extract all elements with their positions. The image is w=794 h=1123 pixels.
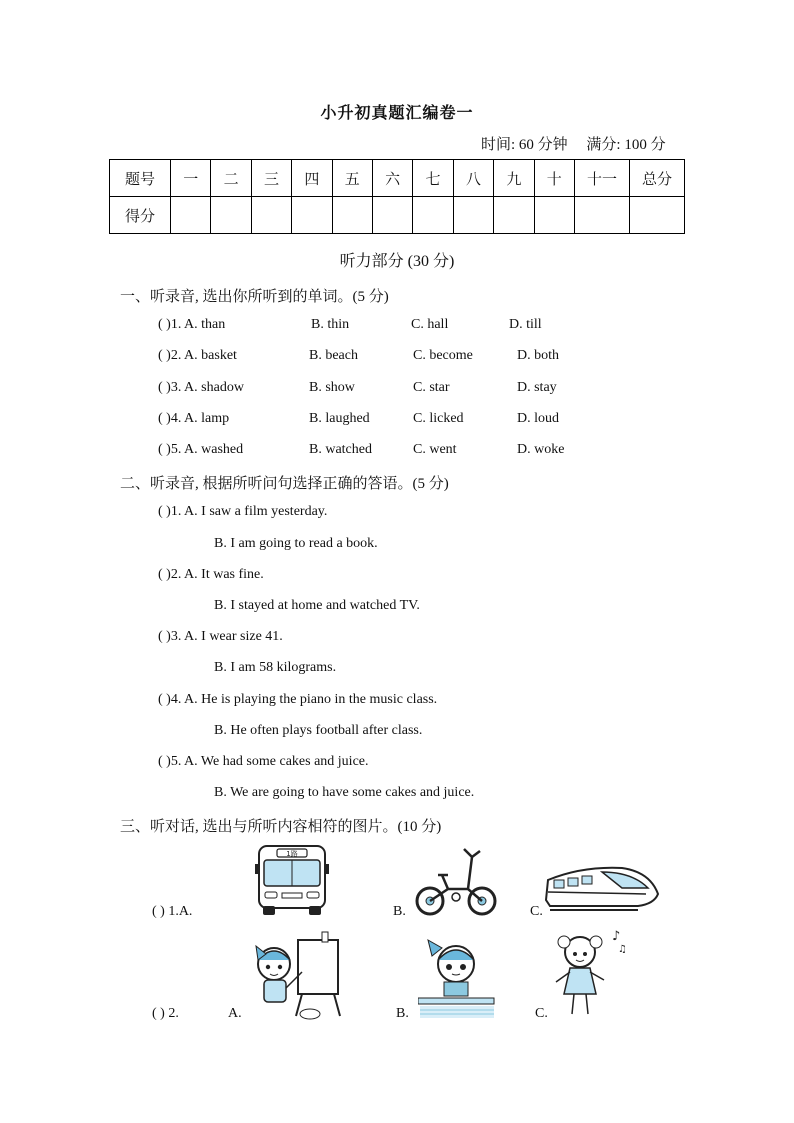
bicycle-picture	[412, 843, 500, 917]
full-score: 满分: 100 分	[586, 137, 666, 153]
p3-q2-a: A.	[228, 1006, 242, 1021]
bus-route-sign: 1路	[286, 850, 298, 858]
score-row-label: 得分	[110, 197, 171, 234]
p2-q3-b: B. I am 58 kilograms.	[214, 660, 337, 675]
p1-q5-a: ( )5. A. washed	[158, 442, 244, 457]
header-cell: 九	[494, 160, 534, 197]
score-table-header-row	[110, 160, 685, 197]
p1-q2-b: B. beach	[309, 348, 358, 363]
score-cell[interactable]	[292, 197, 332, 234]
header-cell: 题号	[110, 160, 171, 197]
listening-section-title: 听力部分 (30 分)	[339, 253, 455, 270]
p3-q1-num: ( ) 1.A.	[152, 904, 193, 919]
score-table	[109, 159, 685, 234]
p1-q2-c: C. become	[413, 348, 473, 363]
part2-heading: 二、听录音, 根据所听问句选择正确的答语。(5 分)	[120, 476, 449, 492]
p2-q4-a: ( )4. A. He is playing the piano in the music class.	[158, 692, 438, 707]
p1-q5-c: C. went	[413, 442, 457, 457]
p1-q5-d: D. woke	[517, 442, 565, 457]
p1-q3-b: B. show	[309, 380, 355, 395]
p1-q3-d: D. stay	[517, 380, 557, 395]
p2-q2-a: ( )2. A. It was fine.	[158, 567, 264, 582]
time-limit: 时间: 60 分钟	[481, 137, 568, 153]
header-cell: 三	[251, 160, 291, 197]
p1-q4-d: D. loud	[517, 411, 559, 426]
p1-q1-d: D. till	[509, 317, 542, 332]
p1-q1-a: ( )1. A. than	[158, 317, 226, 332]
p2-q5-a: ( )5. A. We had some cakes and juice.	[158, 754, 369, 769]
p1-q3-c: C. star	[413, 380, 450, 395]
header-cell: 七	[413, 160, 453, 197]
time-score-info	[481, 133, 666, 154]
header-cell: 六	[372, 160, 412, 197]
p2-q1-a: ( )1. A. I saw a film yesterday.	[158, 504, 328, 519]
music-note-icon: ♫	[618, 944, 627, 955]
train-picture	[542, 860, 660, 914]
p1-q4-b: B. laughed	[309, 411, 370, 426]
header-cell: 一	[171, 160, 211, 197]
score-cell[interactable]	[171, 197, 211, 234]
score-cell[interactable]	[413, 197, 453, 234]
p3-q1-b: B.	[393, 904, 406, 919]
score-table-score-row	[110, 197, 685, 234]
p1-q1-b: B. thin	[311, 317, 350, 332]
header-cell: 二	[211, 160, 251, 197]
score-cell[interactable]	[534, 197, 574, 234]
header-cell: 四	[292, 160, 332, 197]
p1-q2-a: ( )2. A. basket	[158, 348, 237, 363]
part1-heading: 一、听录音, 选出你所听到的单词。(5 分)	[120, 289, 389, 305]
p3-q1-c: C.	[530, 904, 543, 919]
score-cell[interactable]	[372, 197, 412, 234]
p3-q2-c: C.	[535, 1006, 548, 1021]
girl-painting-picture	[246, 930, 356, 1022]
p1-q4-c: C. licked	[413, 411, 464, 426]
header-cell: 八	[453, 160, 493, 197]
p3-q2-num: ( ) 2.	[152, 1006, 179, 1021]
score-cell[interactable]	[211, 197, 251, 234]
girl-reading-picture	[418, 934, 498, 1020]
p3-q2-b: B.	[396, 1006, 409, 1021]
p1-q5-b: B. watched	[309, 442, 372, 457]
part3-heading: 三、听对话, 选出与所听内容相符的图片。(10 分)	[120, 819, 442, 835]
score-cell[interactable]	[453, 197, 493, 234]
header-cell: 十	[534, 160, 574, 197]
p2-q2-b: B. I stayed at home and watched TV.	[214, 598, 420, 613]
score-cell[interactable]	[332, 197, 372, 234]
p1-q4-a: ( )4. A. lamp	[158, 411, 230, 426]
p2-q5-b: B. We are going to have some cakes and juice.	[214, 785, 475, 800]
score-cell[interactable]	[575, 197, 630, 234]
score-cell[interactable]	[630, 197, 685, 234]
bus-picture	[255, 840, 329, 918]
p1-q2-d: D. both	[517, 348, 559, 363]
header-cell: 总分	[630, 160, 685, 197]
page-title: 小升初真题汇编卷一	[320, 105, 474, 122]
header-cell: 五	[332, 160, 372, 197]
music-note-icon: ♪	[612, 929, 621, 944]
header-cell: 十一	[575, 160, 630, 197]
score-cell[interactable]	[494, 197, 534, 234]
p2-q3-a: ( )3. A. I wear size 41.	[158, 629, 283, 644]
p2-q4-b: B. He often plays football after class.	[214, 723, 423, 738]
p1-q1-c: C. hall	[411, 317, 449, 332]
p2-q1-b: B. I am going to read a book.	[214, 536, 378, 551]
score-cell[interactable]	[251, 197, 291, 234]
girl-singing-picture	[552, 926, 632, 1022]
p1-q3-a: ( )3. A. shadow	[158, 380, 244, 395]
